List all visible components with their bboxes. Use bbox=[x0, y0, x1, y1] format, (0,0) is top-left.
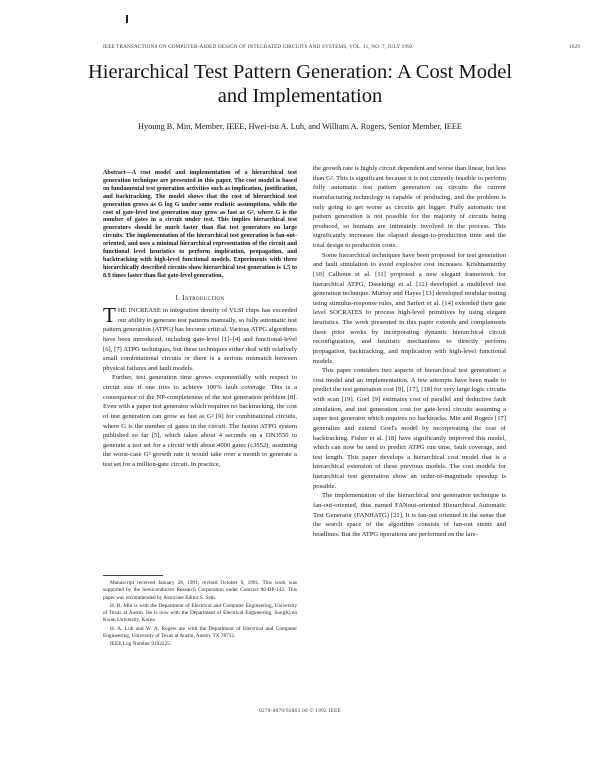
right-column bbox=[313, 164, 506, 539]
intro-paragraph-2: Further, test generation time grows exponentially with respect to circuit size if one tries to achieve 100% fault coverage. This is a consequence of the NP-completeness of the test generation problem [8]. Even with a paper test generator which requires no backtracking, the cost of test generation can grow as fast as G² [9] for combinational circuits, where G is the number of gates in the circuit. The fastest ATPG system published so far [5], which takes about 4 seconds on a DN3550 to generate a test set for a circuit with about 4000 gates (c3552), assuming the worst-case G² growth rate it would take over a month to generate a test set for a million-gate circuit. In practice, bbox=[103, 374, 297, 468]
running-head-text: IEEE TRANSACTIONS ON COMPUTER-AIDED DESIGN OF INTEGRATED CIRCUITS AND SYSTEMS, VOL. 11, NO. 7, JULY 1992 bbox=[103, 44, 413, 50]
title-line-2: and Implementation bbox=[217, 85, 383, 107]
title-line-1: Hierarchical Test Pattern Generation: A Cost Model bbox=[87, 61, 513, 83]
section-heading: I. Introduction bbox=[175, 294, 225, 302]
right-paragraph-4: The implementation of the hierarchical test generation technique is fan-out-oriented, thus named FANout-oriented Hierarchical Automatic Test Generator (FANHATG) [21]. It is fan-out oriented in the sense that the search space of the algorithm consists of fan-out stems and headlines. But the ATPG operations are performed on the lare- bbox=[313, 492, 506, 538]
abstract bbox=[103, 170, 297, 281]
scan-mark bbox=[126, 15, 128, 23]
footnote-author-2: H. A. Luh and W. A. Rogers are with the Department of Electrical and Computer Engineering, University of Texas at Austin, Austin, TX 78712. bbox=[103, 625, 297, 640]
page-number: 1029 bbox=[569, 44, 580, 50]
right-paragraph-1: the growth rate is highly circuit dependent and worse than linear, but less than G². This is significant because it is not currently feasible to perform fully automatic test pattern generation on circuits the current manufacturing technology is capable of producing, and the problem is only going to get worse as circuits get bigger. Fully automatic test pattern generation is not possible for the majority of circuits being produced, so humans are intimately involved in the process. This significantly increases the elapsed design-to-production time and the total design to production costs. bbox=[313, 165, 506, 249]
footnote-rule bbox=[103, 575, 163, 576]
footnote-author-1: H. B. Min is with the Department of Electrical and Computer Engineering, University of Texas at Austin. He is now with the Department of Electrical Engineering, SungKyun Kwan University, Korea. bbox=[103, 602, 297, 624]
drop-cap: T bbox=[103, 303, 116, 327]
footnote-received: Manuscript received January 28, 1991; revised October 9, 1991. This work was supported by the Semiconductor Research Corporation under Contract 90-DP-142. This paper was recommended by Associate Editor S. Seth. bbox=[103, 580, 297, 601]
abstract-text: Abstract—A cost model and implementation of a hierarchical test generation technique are presented in this paper. The cost model is based on fundamental test generation activities such as implication, justification, and backtracking. The model shows that the cost of hierarchical test generation grows as G log G under some realistic assumptions, while the cost of gate-level test generation may grow as fast as G², where G is the number of gates in a circuit under test. This implies hierarchical test generators should be much faster than flat test generators on large circuits. The implementation of the hierarchical test generation is fan-out-oriented, and uses a minimal hierarchical representation of the circuit and functional level heuristics to perform implication, propagation, and backtracking with high-level functional models. Experiments with three hierarchically described circuits show hierarchical test generation is 1.5 to 8.9 times faster than flat gate-level generation. bbox=[103, 170, 297, 279]
intro-left-column bbox=[103, 303, 297, 470]
right-paragraph-3: This paper considers two aspects of hierarchical test generation: a cost model and an implementation. A few attempts have been made to predict the test generation cost [9], [17], [18] for very large logic circuits with scan [19]. Goel [9] estimates cost of parallel and deductive fault simulation, and test generation cost for gate-level circuits assuming a super test generator which requires no backtracks. Min and Rogers [17] generalize and extend Goel's model by incorporating the cost of backtracking. Fisher et al. [18] have significantly improved this model, which can now be used to predict ATPG run time, fault coverage, and test length. This paper develops a hierarchical cost model that is a hierarchical extension of these previous models. The cost models for hierarchical test generation show an order-of-magnitude speedup is possible. bbox=[313, 367, 506, 490]
footnote-ieee-log: IEEE Log Number 9102225. bbox=[110, 641, 172, 648]
footnote bbox=[103, 580, 297, 650]
author-line: Hyoung B. Min, Member, IEEE, Hwei-tsu A. Luh, and William A. Rogers, Senior Member, IEEE bbox=[138, 122, 462, 131]
running-header bbox=[103, 44, 580, 54]
intro-paragraph-1: THE INCREASE in integration density of VLSI chips has exceeded our ability to generate test patterns manually, so fully automatic test pattern generation (ATPG) has become critical. Various ATPG algorithms have been introduced, including gate-level [1]–[4] and functional-level [6], [7] ATPG techniques, but these techniques either deal with relatively small combinational circuits or there is a serious mismatch between physical failures and fault models. bbox=[103, 303, 297, 372]
paper-title bbox=[60, 60, 540, 108]
right-paragraph-2: Some hierarchical techniques have been proposed for test generation and fault simulation to avoid explosive cost increases. Krishnamurthy [10] Calhoun et al. [11] proposed a new elegant framework for hierarchical ATPG, Dasekingi et al. [12] developed a multilevel test generation technique. Murray and Hayes [13] developed modular testing using stimulus-response rules, and Sarfert et al. [14] extended their gate level SOCRATES to process high-level primitives by using elegant heuristics. The work presented in this paper extends and complements these prior works by incorporating dynamic hierarchical circuit reconfiguration, and heuristic mechanisms to directly perform propagation, backtracking, and implication with high-level functional models. bbox=[313, 251, 506, 365]
copyright-footer: 0278-0070/92$03.00 © 1992 IEEE bbox=[259, 708, 341, 714]
